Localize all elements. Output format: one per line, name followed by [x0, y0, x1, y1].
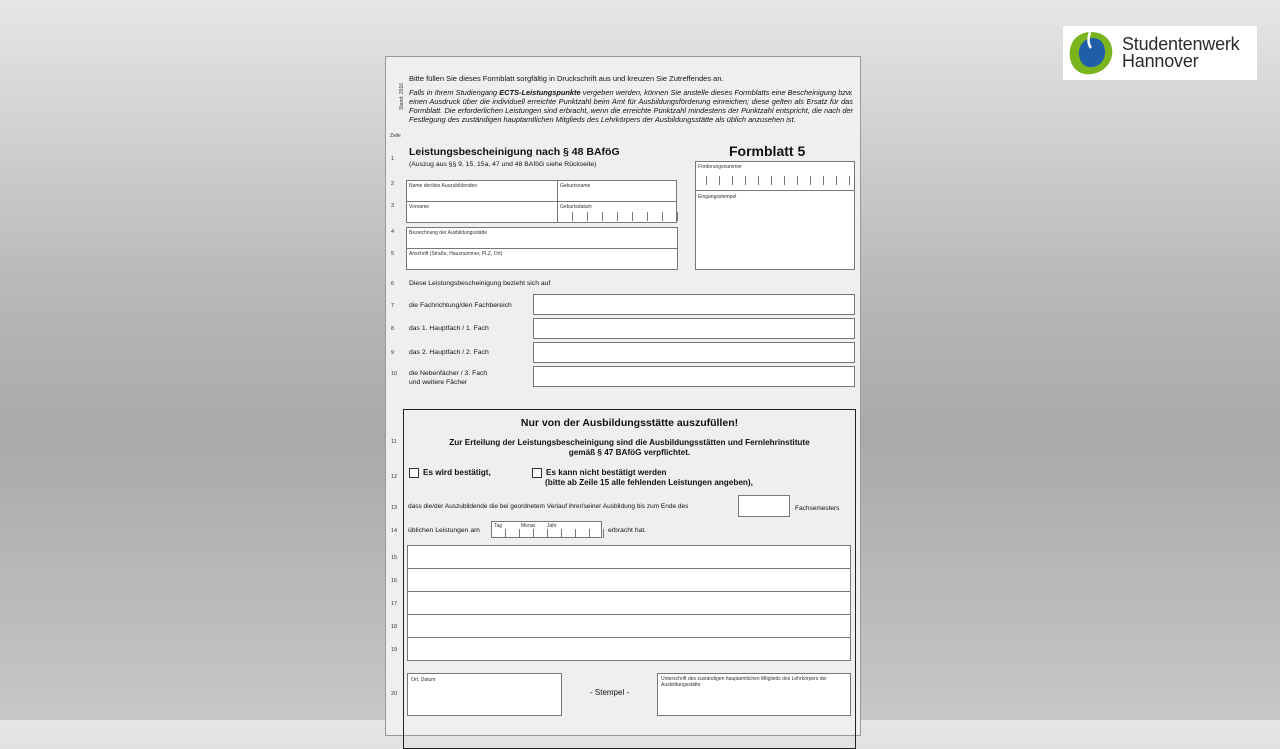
row-number-15: 15: [391, 555, 398, 561]
logo-text: [1122, 36, 1239, 70]
missing-line-16[interactable]: [407, 568, 851, 592]
monat-label: Monat: [521, 523, 535, 529]
ort-datum-field[interactable]: [407, 673, 562, 716]
row-number-11: 11: [391, 439, 397, 445]
row-number-4: 4: [391, 229, 395, 235]
fachrichtung-label: die Fachrichtung/den Fachbereich: [409, 302, 512, 309]
intro-ects: ECTS-Leistungspunkte: [499, 88, 581, 97]
institution-subtitle: [404, 438, 855, 458]
unterschrift-label: Unterschrift des zuständigen hauptamtlichen Mitglieds des Lehrkörpers der Ausbildungsstätte: [661, 676, 827, 688]
line14-post: erbracht hat.: [608, 527, 647, 534]
confirm-no-option[interactable]: [532, 468, 753, 488]
stempel-label: - Stempel -: [590, 688, 630, 697]
row-number-2: 2: [391, 181, 395, 187]
hauptfach1-input[interactable]: [533, 318, 855, 339]
geburtsname-field[interactable]: [557, 180, 677, 202]
anschrift-field[interactable]: [406, 248, 678, 270]
fachrichtung-input[interactable]: [533, 294, 855, 315]
nebenfaecher-input[interactable]: [533, 366, 855, 387]
side-label: Stand: 2016: [399, 83, 405, 110]
formblatt-label: Formblatt 5: [729, 143, 806, 159]
confirm-no-checkbox[interactable]: [532, 468, 542, 478]
missing-line-19[interactable]: [407, 637, 851, 661]
confirm-yes-checkbox[interactable]: [409, 468, 419, 478]
unterschrift-field[interactable]: [657, 673, 851, 716]
row-number-16: 16: [391, 578, 398, 584]
bezieht-label: Diese Leistungsbescheinigung bezieht sich auf: [409, 280, 551, 287]
confirm-yes-label: Es wird bestätigt,: [423, 468, 491, 478]
hauptfach2-label: das 2. Hauptfach / 2. Fach: [409, 349, 489, 356]
name-field[interactable]: [406, 180, 558, 202]
row-number-6: 6: [391, 281, 395, 287]
institution-section: [403, 409, 856, 749]
row-number-18: 18: [391, 624, 398, 630]
nebenfaecher-label-line1: die Nebenfächer / 3. Fach: [409, 370, 488, 377]
row-number-1: 1: [391, 156, 395, 162]
anschrift-label: Anschrift (Straße, Hausnummer, PLZ, Ort): [409, 251, 503, 257]
foerderungsnummer-box[interactable]: [695, 161, 855, 191]
nebenfaecher-label-line2: und weitere Fächer: [409, 379, 468, 386]
logo-line1: Studentenwerk: [1122, 34, 1240, 54]
intro-pre: Falls in Ihrem Studiengang: [409, 88, 500, 97]
eingangsstempel-box[interactable]: [695, 190, 855, 270]
logo-leaf-icon: [1066, 28, 1116, 78]
institution-subtitle-line1: Zur Erteilung der Leistungsbescheinigung sind die Ausbildungsstätten und Fernlehrinstitute: [449, 438, 810, 447]
hauptfach2-input[interactable]: [533, 342, 855, 363]
geburtsdatum-ticks: [572, 212, 679, 221]
row-number-5: 5: [391, 251, 395, 257]
intro-line: Bitte füllen Sie dieses Formblatt sorgfältig in Druckschrift aus und kreuzen Sie Zutreffendes an.: [409, 74, 724, 83]
row-number-12: 12: [391, 474, 398, 480]
row-number-19: 19: [391, 647, 398, 653]
line14-pre: üblichen Leistungen am: [408, 527, 480, 534]
missing-line-17[interactable]: [407, 591, 851, 615]
date-input[interactable]: [491, 521, 602, 538]
bezeichnung-label: Bezeichnung der Ausbildungsstätte: [409, 230, 488, 236]
nebenfaecher-label: [409, 369, 487, 387]
ort-datum-label: Ort, Datum: [411, 677, 436, 683]
confirm-no-label: Es kann nicht bestätigt werden: [546, 468, 667, 478]
tag-label: Tag: [494, 523, 503, 529]
form-subtitle: (Auszug aus §§ 9, 15, 15a, 47 und 48 BAföG siehe Rückseite): [409, 161, 597, 168]
eingangsstempel-label: Eingangsstempel: [698, 194, 737, 200]
name-label: Name der/des Auszubildenden: [409, 183, 478, 189]
row-number-7: 7: [391, 303, 395, 309]
foerderungsnummer-label: Förderungsnummer: [698, 164, 742, 170]
row-number-14: 14: [391, 528, 398, 534]
geburtsdatum-label: Geburtsdatum: [560, 204, 592, 210]
bezeichnung-field[interactable]: [406, 227, 678, 249]
missing-line-18[interactable]: [407, 614, 851, 638]
row-number-8: 8: [391, 326, 395, 332]
row-number-13: 13: [391, 505, 398, 511]
semester-input[interactable]: [738, 495, 790, 517]
logo-line2: Hannover: [1122, 51, 1199, 71]
geburtsname-label: Geburtsname: [560, 183, 591, 189]
institution-title: Nur von der Ausbildungsstätte auszufüllen!: [520, 417, 739, 429]
row-number-9: 9: [391, 350, 395, 356]
form-page: [385, 56, 861, 736]
intro-paragraph: [409, 88, 853, 124]
studentenwerk-logo: [1063, 26, 1257, 80]
date-ticks: [505, 529, 605, 538]
form-title: Leistungsbescheinigung nach § 48 BAföG: [409, 146, 620, 158]
row-number-17: 17: [391, 601, 398, 607]
row-number-3: 3: [391, 203, 395, 209]
vorname-label: Vorname: [409, 204, 430, 210]
row-number-20: 20: [391, 691, 398, 697]
intro-post: vergeben werden, können Sie anstelle dieses Formblatts eine Bescheinigung bzw. einen Ausdruck über die individuell erreichte Punktzahl beim Amt für Ausbildungsförderung einreichen; diese gelten als Ersatz für das Formblatt. Die erforderlichen Leistungen sind erbracht, wenn die erreichte Punktzahl mindestens der Punktzahl entspricht, die nach der Festlegung des zuständigen hauptamtlichen Mitglieds des Lehrkörpers der Ausbildungsstätte als üblich anzusehen ist.: [409, 88, 853, 124]
geburtsdatum-field[interactable]: [557, 201, 677, 223]
fachsemesters-label: Fachsemesters: [795, 505, 840, 512]
institution-subtitle-line2: gemäß § 47 BAföG verpflichtet.: [568, 448, 691, 457]
jahr-label: Jahr: [547, 523, 557, 529]
missing-line-15[interactable]: [407, 545, 851, 569]
foerderungsnummer-ticks: [706, 176, 851, 185]
vorname-field[interactable]: [406, 201, 558, 223]
row-number-10: 10: [391, 371, 398, 377]
confirm-no-sub: (bitte ab Zeile 15 alle fehlenden Leistungen angeben),: [545, 478, 753, 488]
confirm-yes-option[interactable]: [409, 468, 491, 478]
zeile-label: Zeile: [390, 133, 401, 139]
hauptfach1-label: das 1. Hauptfach / 1. Fach: [409, 325, 489, 332]
line13-text: dass die/der Auszubildende die bei geordnetem Verlauf ihrer/seiner Ausbildung bis zum Ende des: [408, 503, 689, 510]
